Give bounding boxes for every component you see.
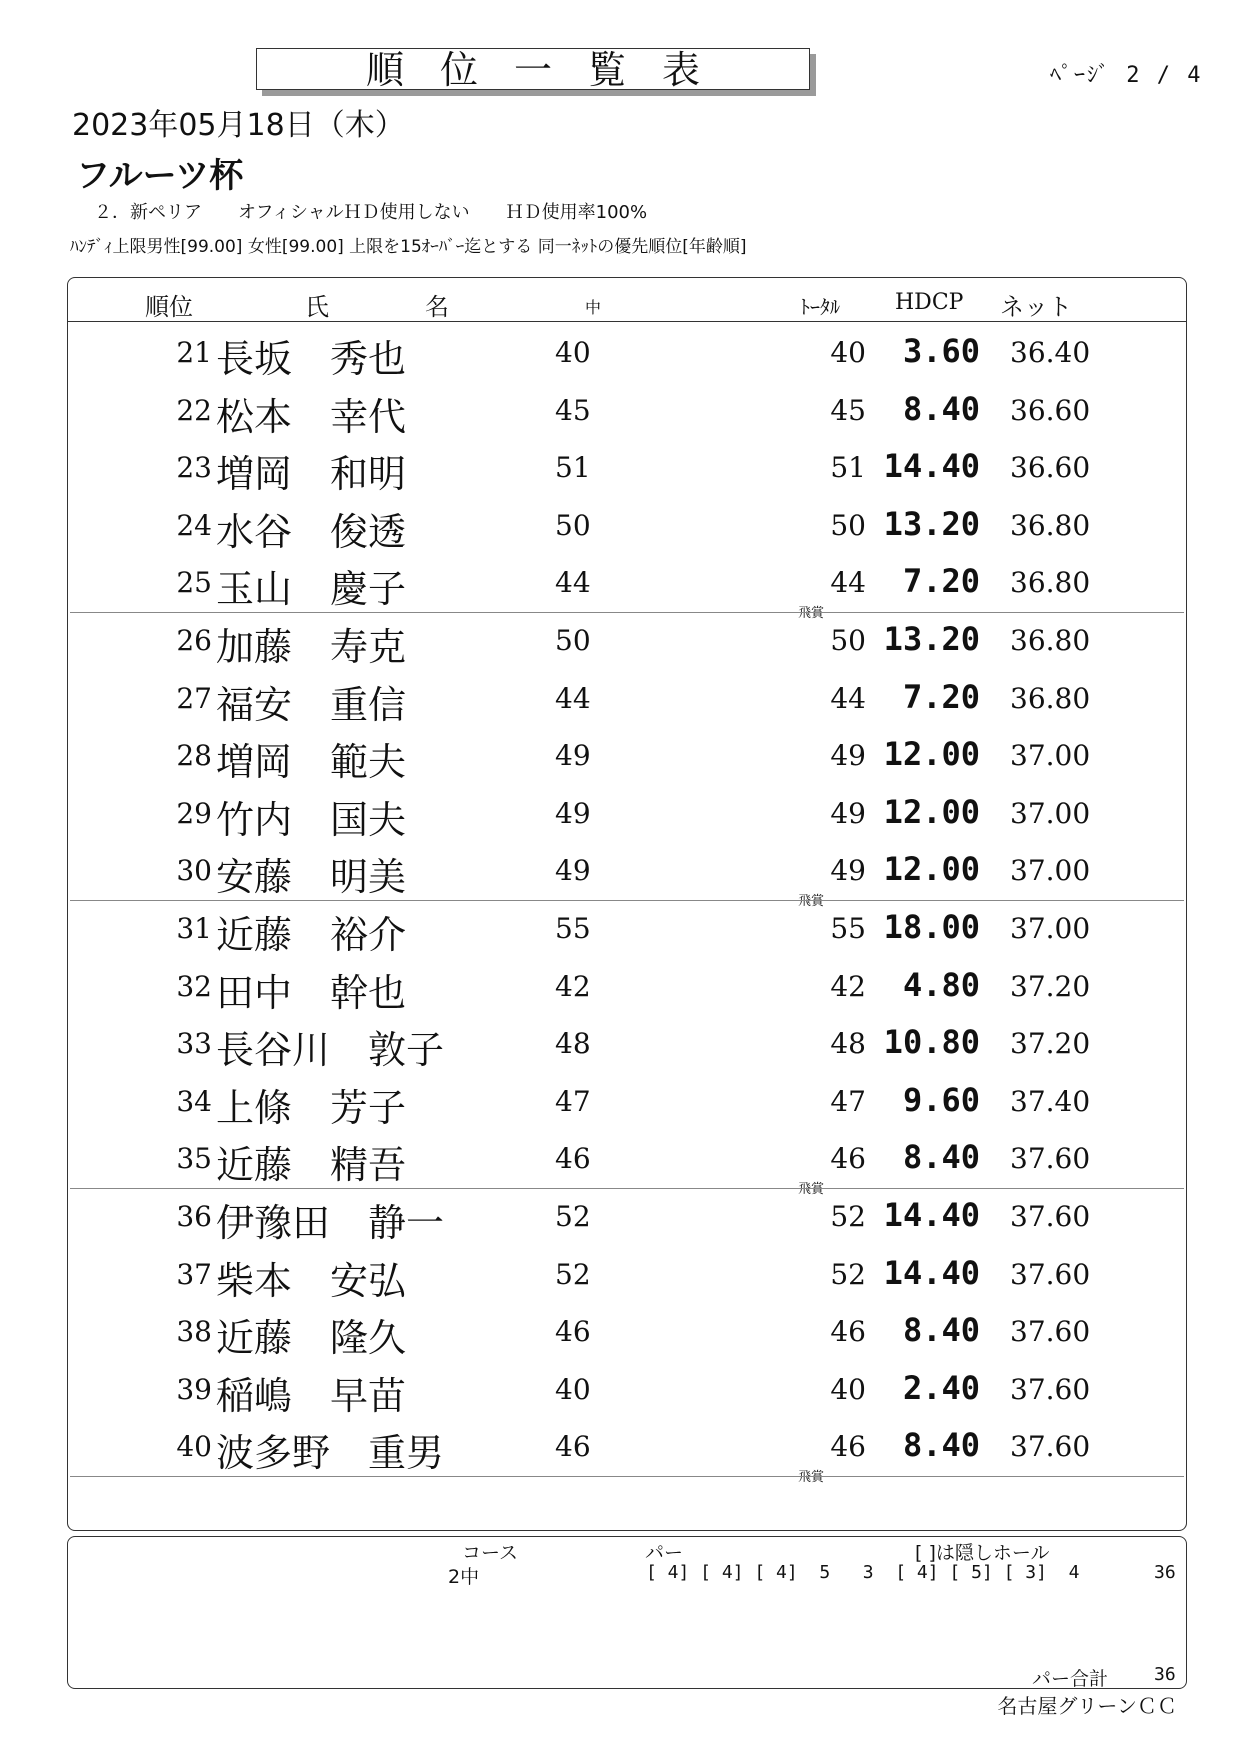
total-score: 42 xyxy=(830,969,866,1003)
total-score: 40 xyxy=(830,1372,866,1406)
player-name: 稲嶋 早苗 xyxy=(216,1373,407,1418)
mid-score: 46 xyxy=(555,1142,591,1176)
course-name: 2中 xyxy=(448,1566,480,1588)
table-row xyxy=(0,1017,1241,1075)
handicap: 14.40 xyxy=(883,1196,980,1234)
handicap: 8.40 xyxy=(902,1311,980,1350)
handicap: 2.40 xyxy=(902,1368,980,1407)
player-name: 近藤 裕介 xyxy=(216,913,407,957)
handicap: 13.20 xyxy=(883,504,980,543)
mid-score: 40 xyxy=(555,336,591,369)
column-header-name-2: 名 xyxy=(425,293,449,321)
net-score: 36.80 xyxy=(1010,508,1091,542)
table-row xyxy=(0,787,1241,845)
net-score: 37.60 xyxy=(1010,1257,1091,1291)
total-score: 46 xyxy=(830,1315,866,1349)
column-header-net: ネット xyxy=(1000,293,1072,321)
event-name: フルーツ杯 xyxy=(76,156,244,196)
total-score: 40 xyxy=(830,336,866,369)
total-score: 44 xyxy=(830,566,866,600)
mid-score: 49 xyxy=(555,796,591,830)
table-row xyxy=(0,1132,1241,1198)
mid-score: 52 xyxy=(555,1257,591,1291)
table-row xyxy=(0,1305,1241,1363)
row-rank: 37 xyxy=(176,1257,212,1291)
handicap-conditions: ﾊﾝﾃﾞｨ上限男性[99.00] 女性[99.00] 上限を15ｵｰﾊﾞｰ迄とする 同一ﾈｯﾄの優先順位[年齢順] xyxy=(70,237,747,257)
player-name: 安藤 明美 xyxy=(216,855,407,900)
handicap: 14.40 xyxy=(883,447,980,486)
group-divider xyxy=(70,900,1184,901)
player-name: 田中 幹也 xyxy=(216,970,407,1015)
handicap: 8.40 xyxy=(902,1138,980,1177)
net-score: 37.00 xyxy=(1010,796,1091,830)
row-rank: 33 xyxy=(176,1027,212,1061)
row-rank: 32 xyxy=(176,969,212,1003)
competition-conditions: ２．新ペリア オフィシャルＨＤ使用しない ＨＤ使用率100% xyxy=(94,202,648,223)
handicap: 4.80 xyxy=(902,965,980,1004)
mid-score: 46 xyxy=(555,1430,591,1464)
page-number: ﾍﾟｰｼﾞ 2 / 4 xyxy=(1050,63,1203,88)
mid-score: 46 xyxy=(555,1315,591,1349)
column-header-hdcp: HDCP xyxy=(895,290,964,315)
table-row xyxy=(0,672,1241,730)
handicap: 12.00 xyxy=(883,735,980,774)
player-name: 竹内 国夫 xyxy=(216,797,407,842)
row-rank: 29 xyxy=(176,796,212,830)
course-label: コース xyxy=(462,1542,519,1564)
mid-score: 49 xyxy=(555,739,591,773)
total-score: 44 xyxy=(830,681,866,715)
group-divider xyxy=(70,1188,1184,1189)
handicap: 8.40 xyxy=(902,389,980,428)
net-score: 36.80 xyxy=(1010,681,1091,715)
group-divider xyxy=(70,1476,1184,1477)
player-name: 柴本 安弘 xyxy=(216,1258,407,1303)
total-score: 49 xyxy=(830,739,866,773)
table-row xyxy=(0,902,1241,960)
net-score: 37.60 xyxy=(1010,1200,1091,1233)
award-flag: 飛賞 xyxy=(798,606,825,622)
row-rank: 30 xyxy=(176,854,212,888)
mid-score: 42 xyxy=(555,969,591,1003)
row-rank: 36 xyxy=(176,1200,212,1233)
mid-score: 47 xyxy=(555,1084,591,1118)
net-score: 37.60 xyxy=(1010,1315,1091,1349)
handicap: 14.40 xyxy=(883,1253,980,1292)
handicap: 18.00 xyxy=(883,908,980,946)
table-row xyxy=(0,844,1241,910)
player-name: 伊豫田 静一 xyxy=(216,1201,445,1245)
column-header-name-1: 氏 xyxy=(305,293,329,321)
total-score: 46 xyxy=(830,1430,866,1464)
handicap: 13.20 xyxy=(883,620,980,658)
net-score: 37.20 xyxy=(1010,969,1091,1003)
table-row xyxy=(0,1190,1241,1248)
player-name: 長坂 秀也 xyxy=(216,337,407,381)
row-rank: 39 xyxy=(176,1372,212,1406)
net-score: 36.80 xyxy=(1010,566,1091,600)
page-title: 順位一覧表 xyxy=(256,48,810,90)
mid-score: 51 xyxy=(555,451,591,485)
table-row xyxy=(0,614,1241,672)
table-row xyxy=(0,499,1241,557)
table-row xyxy=(0,960,1241,1018)
net-score: 36.80 xyxy=(1010,624,1091,657)
handicap: 12.00 xyxy=(883,792,980,831)
player-name: 長谷川 敦子 xyxy=(216,1028,445,1073)
player-name: 増岡 和明 xyxy=(216,452,407,497)
table-row xyxy=(0,326,1241,384)
mid-score: 52 xyxy=(555,1200,591,1233)
mid-score: 44 xyxy=(555,566,591,600)
event-date: 2023年05月18日（木） xyxy=(72,108,405,143)
net-score: 36.40 xyxy=(1010,336,1091,369)
total-score: 46 xyxy=(830,1142,866,1176)
header-divider xyxy=(67,321,1187,322)
row-rank: 31 xyxy=(176,912,212,945)
table-row xyxy=(0,556,1241,622)
row-rank: 38 xyxy=(176,1315,212,1349)
row-rank: 28 xyxy=(176,739,212,773)
total-score: 51 xyxy=(830,451,866,485)
course-par-total: 36 xyxy=(1154,1562,1176,1583)
row-rank: 22 xyxy=(176,393,212,427)
total-score: 52 xyxy=(830,1200,866,1233)
handicap: 8.40 xyxy=(902,1426,980,1465)
table-row xyxy=(0,1363,1241,1421)
row-rank: 40 xyxy=(176,1430,212,1464)
net-score: 36.60 xyxy=(1010,393,1091,427)
hole-pars: [ 4] [ 4] [ 4] 5 3 [ 4] [ 5] [ 3] 4 xyxy=(646,1562,1080,1583)
mid-score: 48 xyxy=(555,1027,591,1061)
total-score: 50 xyxy=(830,624,866,657)
total-score: 52 xyxy=(830,1257,866,1291)
player-name: 松本 幸代 xyxy=(216,394,407,439)
player-name: 波多野 重男 xyxy=(216,1431,445,1476)
award-flag: 飛賞 xyxy=(798,1182,825,1198)
row-rank: 35 xyxy=(176,1142,212,1176)
total-score: 45 xyxy=(830,393,866,427)
mid-score: 44 xyxy=(555,681,591,715)
handicap: 7.20 xyxy=(902,677,980,716)
net-score: 37.00 xyxy=(1010,912,1091,945)
net-score: 37.20 xyxy=(1010,1027,1091,1061)
total-score: 50 xyxy=(830,508,866,542)
table-row xyxy=(0,1075,1241,1133)
table-row xyxy=(0,1248,1241,1306)
hidden-hole-note: [ ]は隠しホール xyxy=(915,1542,1050,1564)
mid-score: 55 xyxy=(555,912,591,945)
net-score: 37.60 xyxy=(1010,1142,1091,1176)
award-flag: 飛賞 xyxy=(798,894,825,910)
row-rank: 25 xyxy=(176,566,212,600)
group-divider xyxy=(70,612,1184,613)
club-name: 名古屋グリーンＣＣ xyxy=(997,1694,1177,1718)
total-score: 49 xyxy=(830,796,866,830)
handicap: 3.60 xyxy=(902,332,980,370)
net-score: 37.60 xyxy=(1010,1430,1091,1464)
player-name: 水谷 俊透 xyxy=(216,509,407,554)
row-rank: 27 xyxy=(176,681,212,715)
par-label: パー xyxy=(645,1542,684,1564)
handicap: 9.60 xyxy=(902,1080,980,1119)
net-score: 37.40 xyxy=(1010,1084,1091,1118)
net-score: 37.60 xyxy=(1010,1372,1091,1406)
row-rank: 26 xyxy=(176,624,212,657)
column-header-rank: 順位 xyxy=(145,293,193,321)
row-rank: 24 xyxy=(176,508,212,542)
mid-score: 45 xyxy=(555,393,591,427)
total-score: 48 xyxy=(830,1027,866,1061)
par-total-label: パー合計 xyxy=(1032,1668,1109,1690)
total-score: 55 xyxy=(830,912,866,945)
player-name: 近藤 精吾 xyxy=(216,1143,407,1188)
player-name: 上條 芳子 xyxy=(216,1085,407,1130)
mid-score: 40 xyxy=(555,1372,591,1406)
table-row xyxy=(0,441,1241,499)
row-rank: 34 xyxy=(176,1084,212,1118)
player-name: 近藤 隆久 xyxy=(216,1316,407,1361)
row-rank: 23 xyxy=(176,451,212,485)
handicap: 10.80 xyxy=(883,1023,980,1062)
column-header-mid: 中 xyxy=(585,298,602,317)
player-name: 増岡 範夫 xyxy=(216,740,407,785)
column-header-total: ﾄｰﾀﾙ xyxy=(800,295,840,319)
player-name: 加藤 寿克 xyxy=(216,625,407,669)
player-name: 福安 重信 xyxy=(216,682,407,727)
mid-score: 50 xyxy=(555,624,591,657)
net-score: 37.00 xyxy=(1010,854,1091,888)
row-rank: 21 xyxy=(176,336,212,369)
table-row xyxy=(0,729,1241,787)
table-row xyxy=(0,384,1241,442)
net-score: 36.60 xyxy=(1010,451,1091,485)
award-flag: 飛賞 xyxy=(798,1470,825,1486)
table-row xyxy=(0,1420,1241,1486)
handicap: 12.00 xyxy=(883,850,980,889)
player-name: 玉山 慶子 xyxy=(216,567,407,612)
handicap: 7.20 xyxy=(902,562,980,601)
net-score: 37.00 xyxy=(1010,739,1091,773)
par-total-value: 36 xyxy=(1154,1664,1176,1685)
mid-score: 50 xyxy=(555,508,591,542)
mid-score: 49 xyxy=(555,854,591,888)
total-score: 47 xyxy=(830,1084,866,1118)
total-score: 49 xyxy=(830,854,866,888)
